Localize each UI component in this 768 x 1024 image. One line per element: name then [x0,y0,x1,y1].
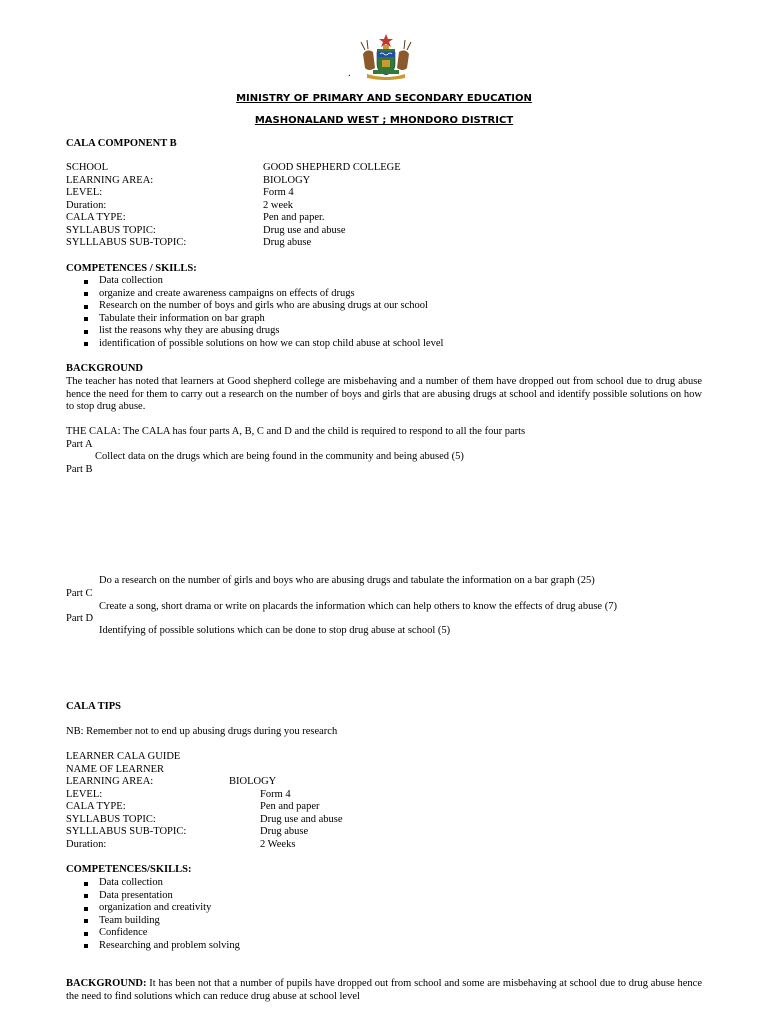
info-value: 2 week [263,200,294,211]
guide-title: LEARNER CALA GUIDE [66,751,181,762]
coat-of-arms-logo [355,32,417,82]
guide-row [66,801,320,814]
info-value: Drug use and abuse [263,225,346,236]
part-a-text: Collect data on the drugs which are being found in the community and being abused (5) [95,451,464,462]
component-heading: CALA COMPONENT B [66,138,177,149]
background2-paragraph [66,978,702,1003]
background2-heading: BACKGROUND: [66,978,147,989]
list-item: Research on the number of boys and girls who are abusing drugs at our school [66,300,443,313]
list-item: Team building [66,915,240,928]
part-c-text: Create a song, short drama or write on placards the information which can help others to know the effects of drug abuse (7) [99,601,617,612]
competences-heading: COMPETENCES / SKILLS: [66,263,197,274]
guide-row [66,789,291,802]
part-c-label: Part C [66,588,93,599]
info-row [66,237,312,250]
info-label: SYLLABUS TOPIC: [66,225,156,236]
list-item: organization and creativity [66,902,240,915]
info-row [66,200,294,213]
info-row [66,212,325,225]
background2-text: It has been not that a number of pupils have dropped out from school and some are misbehaving at school due to drug abuse hence the need to find solutions which can reduce drug abuse at school level [66,978,702,1002]
list-item: list the reasons why they are abusing drugs [66,325,443,338]
guide-value: Drug abuse [260,826,309,837]
info-value: Form 4 [263,187,294,198]
guide-label: SYLLLABUS SUB-TOPIC: [66,826,187,837]
guide-value: 2 Weeks [260,839,296,850]
part-d-label: Part D [66,613,94,624]
background-heading: BACKGROUND [66,363,144,374]
list-item: Data presentation [66,890,240,903]
guide-label: SYLLABUS TOPIC: [66,814,156,825]
guide-label: LEVEL: [66,789,103,800]
guide-label: LEARNING AREA: [66,776,154,787]
competences-list [66,275,443,350]
background-text: The teacher has noted that learners at Good shepherd college are misbehaving and a number of them have dropped out from school due to drug abuse hence the need for them to carry out a research on the number of boys and girls that are abusing drugs at school and identify possible solutions on how to stop drug abuse. [66,376,702,413]
info-label: SYLLLABUS SUB-TOPIC: [66,237,187,248]
guide-name-label: NAME OF LEARNER [66,764,165,775]
guide-row [66,776,277,789]
info-label: LEVEL: [66,187,103,198]
info-value: GOOD SHEPHERD COLLEGE [263,162,401,173]
info-value: BIOLOGY [263,175,311,186]
logo-dot: . [348,68,351,79]
guide-value: Form 4 [260,789,291,800]
part-b-label: Part B [66,464,93,475]
guide-value: Drug use and abuse [260,814,343,825]
info-row [66,162,401,175]
guide-value: BIOLOGY [229,776,277,787]
guide-row [66,814,343,827]
guide-value: Pen and paper [260,801,320,812]
part-d-text: Identifying of possible solutions which can be done to stop drug abuse at school (5) [99,625,451,636]
list-item: identification of possible solutions on how we can stop child abuse at school level [66,338,443,351]
tips-nb: NB: Remember not to end up abusing drugs during you research [66,726,338,737]
list-item: Confidence [66,927,240,940]
tips-heading: CALA TIPS [66,701,121,712]
list-item: Tabulate their information on bar graph [66,313,443,326]
part-b-text: Do a research on the number of girls and boys who are abusing drugs and tabulate the information on a bar graph (25) [99,575,595,586]
cala-intro: THE CALA: The CALA has four parts A, B, C and D and the child is required to respond to all the four parts [66,426,526,437]
info-row [66,175,311,188]
info-value: Pen and paper. [263,212,325,223]
list-item: Data collection [66,275,443,288]
skills-heading: COMPETENCES/SKILLS: [66,864,192,875]
guide-row [66,826,309,839]
info-label: CALA TYPE: [66,212,126,223]
skills-list [66,877,240,952]
info-label: Duration: [66,200,107,211]
info-label: SCHOOL [66,162,109,173]
info-row [66,225,346,238]
guide-label: CALA TYPE: [66,801,126,812]
list-item: Researching and problem solving [66,940,240,953]
info-row [66,187,294,200]
guide-label: Duration: [66,839,107,850]
list-item: Data collection [66,877,240,890]
info-label: LEARNING AREA: [66,175,154,186]
list-item: organize and create awareness campaigns on effects of drugs [66,288,443,301]
part-a-label: Part A [66,439,93,450]
ministry-heading: MINISTRY OF PRIMARY AND SECONDARY EDUCATION [236,93,532,104]
district-heading: MASHONALAND WEST ; MHONDORO DISTRICT [254,115,514,126]
info-value: Drug abuse [263,237,312,248]
guide-row [66,839,296,852]
